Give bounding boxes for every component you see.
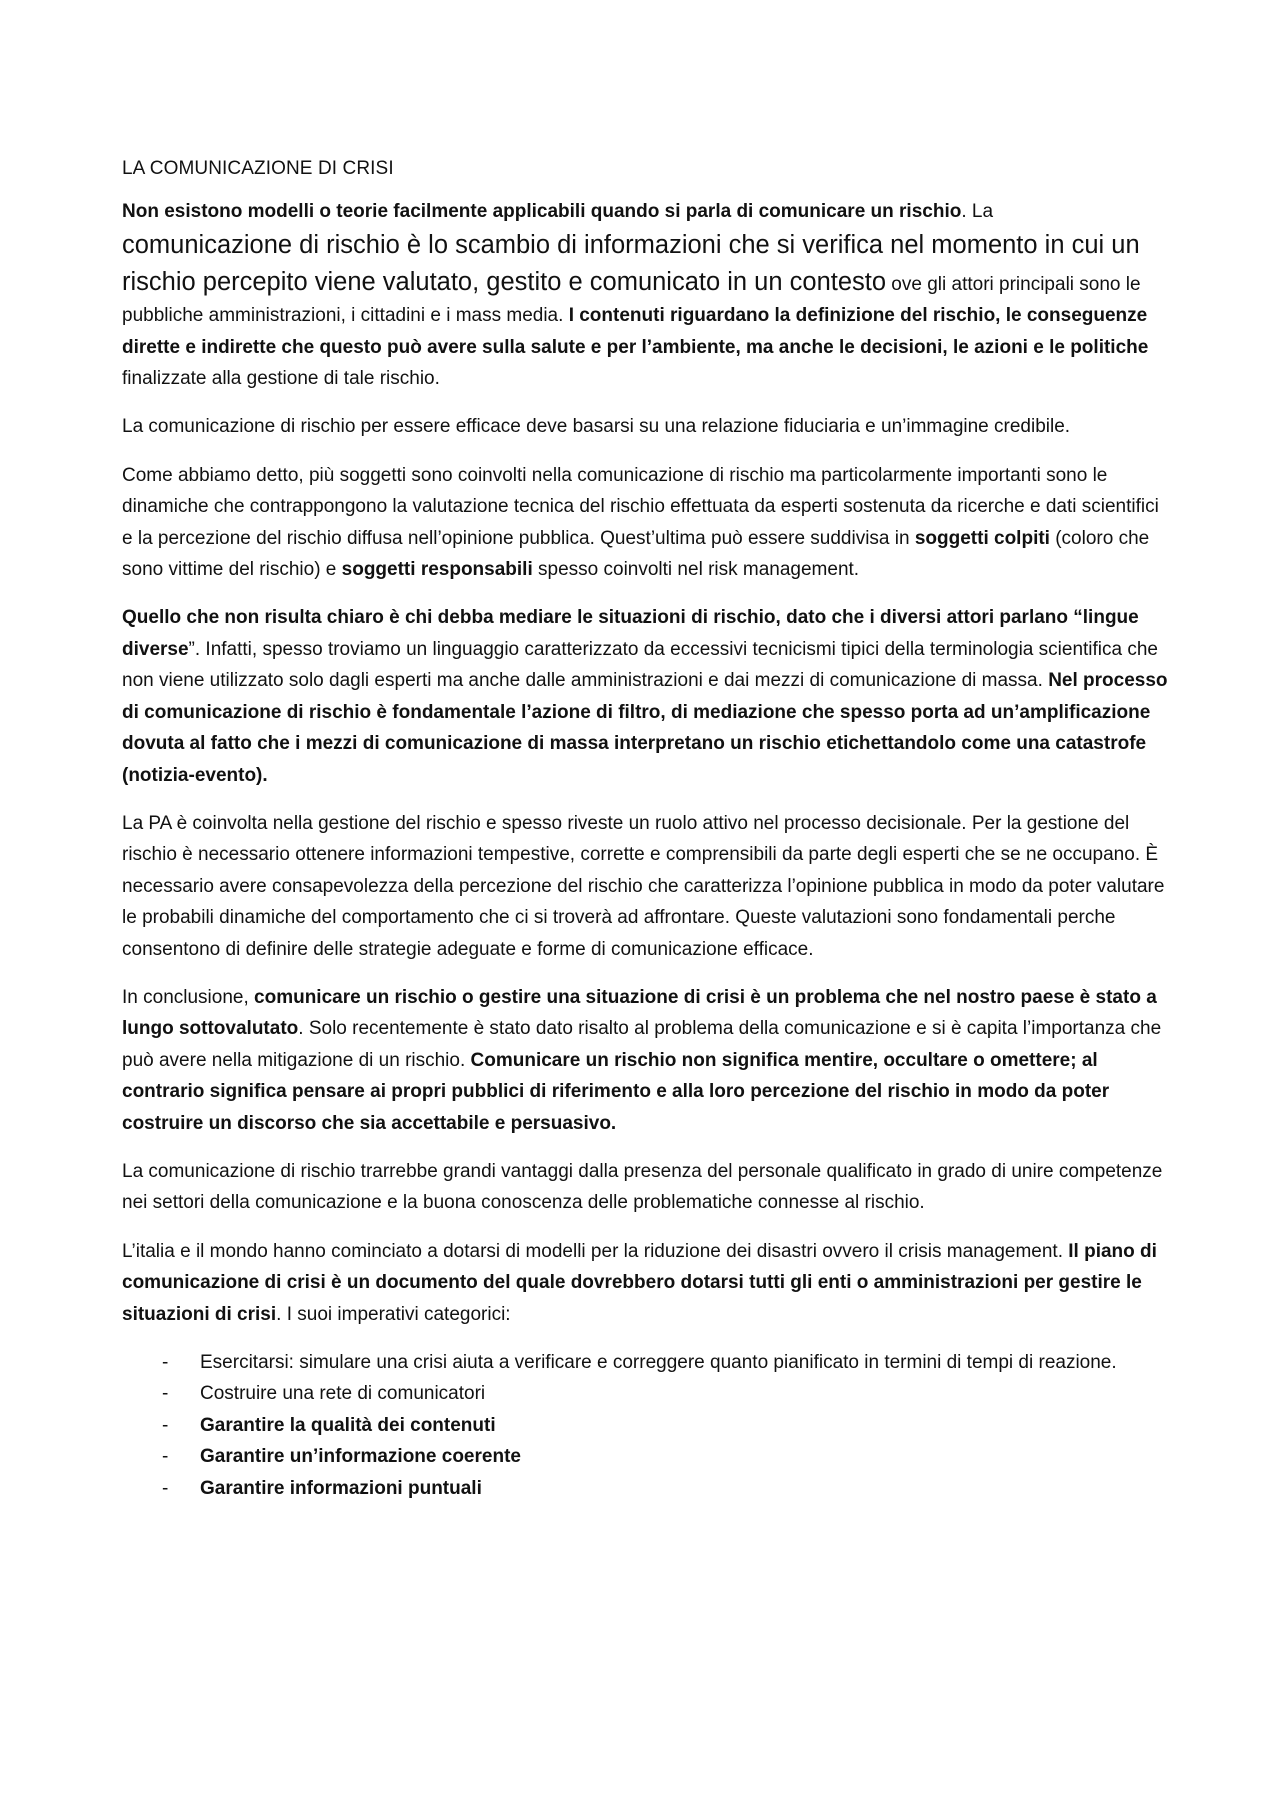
list-dash: - bbox=[162, 1446, 169, 1468]
list-item bbox=[122, 1378, 1168, 1409]
p6-text-1: In conclusione, bbox=[122, 986, 255, 1008]
p3-text-3: spesso coinvolti nel risk management. bbox=[532, 559, 860, 581]
p1-bold-1: Non esistono modelli o teorie facilmente applicabili quando si parla di comunicare un rischio bbox=[122, 201, 962, 222]
p1-text-3: finalizzate alla gestione di tale rischio. bbox=[122, 368, 440, 390]
p1-text-1: . La bbox=[961, 201, 994, 222]
p4-text-1: ”. Infatti, spesso troviamo un linguaggio caratterizzato da eccessivi tecnicismi tipici della terminologia scientifica che non viene utilizzato solo dagli esperti ma anche dalle amministrazioni e dai mezzi di comunicazione di massa. bbox=[122, 638, 1158, 692]
paragraph-3 bbox=[122, 460, 1168, 586]
paragraph-1 bbox=[122, 196, 1168, 394]
p1-text-2: ove gli attori principali sono le pubbliche amministrazioni, i cittadini e i mass media. bbox=[122, 273, 1141, 327]
list-dash: - bbox=[162, 1477, 169, 1499]
list-item-text: Garantire informazioni puntuali bbox=[200, 1477, 482, 1499]
list-item bbox=[122, 1410, 1168, 1441]
p3-bold-1: soggetti colpiti bbox=[914, 527, 1050, 549]
list-item bbox=[122, 1441, 1168, 1472]
p4-bold-1: Quello che non risulta chiaro è chi debba mediare le situazioni di rischio, dato che i diversi attori parlano “lingue diverse bbox=[122, 607, 1139, 660]
list-dash: - bbox=[162, 1383, 169, 1405]
paragraph-7: La comunicazione di rischio trarrebbe grandi vantaggi dalla presenza del personale qualificato in grado di unire competenze nei settori della comunicazione e la buona conoscenza delle problematiche connesse al rischio. bbox=[122, 1160, 1163, 1214]
list-item bbox=[122, 1473, 1168, 1504]
paragraph-6 bbox=[122, 982, 1168, 1139]
p6-text-2: . Solo recentemente è stato dato risalto al problema della comunicazione e si è capita l’importanza che può avere nella mitigazione di un rischio. bbox=[122, 1018, 1162, 1071]
p3-text-2: (coloro che sono vittime del rischio) e bbox=[122, 527, 1150, 581]
paragraph-8 bbox=[122, 1236, 1168, 1330]
p8-bold-1: Il piano di comunicazione di crisi è un documento del quale dovrebbero dotarsi tutti gli enti o amministrazioni per gestire le situazioni di crisi bbox=[122, 1240, 1157, 1325]
p1-large-text: comunicazione di rischio è lo scambio di informazioni che si verifica nel momento in cui un rischio percepito viene valutato, gestito e comunicato in un contesto bbox=[122, 231, 1140, 296]
p8-text-2: . I suoi imperativi categorici: bbox=[276, 1303, 511, 1325]
list-dash: - bbox=[162, 1414, 169, 1436]
list-item-text: Garantire la qualità dei contenuti bbox=[200, 1414, 496, 1436]
list-item bbox=[122, 1347, 1168, 1378]
p1-bold-2: I contenuti riguardano la definizione del rischio, le conseguenze dirette e indirette che questo può avere sulla salute e per l’ambiente, ma anche le decisioni, le azioni e le politiche bbox=[122, 305, 1149, 358]
document-title: LA COMUNICAZIONE DI CRISI bbox=[122, 158, 394, 179]
list-item-text: Costruire una rete di comunicatori bbox=[200, 1383, 486, 1405]
p3-text-1: Come abbiamo detto, più soggetti sono coinvolti nella comunicazione di rischio ma particolarmente importanti sono le dinamiche che contrappongono la valutazione tecnica del rischio effettuata da esperti sostenuta da ricerche e dati scientifici e la percezione del rischio diffusa nell’opinione pubblica. Quest’ultima può essere suddivisa in bbox=[122, 464, 1159, 549]
p6-bold-1: comunicare un rischio o gestire una situazione di crisi è un problema che nel nostro paese è stato a lungo sottovalutato bbox=[122, 986, 1157, 1040]
list-item-text: Garantire un’informazione coerente bbox=[200, 1446, 521, 1468]
imperatives-list bbox=[122, 1347, 1168, 1504]
list-dash: - bbox=[162, 1352, 169, 1373]
p6-bold-2: Comunicare un rischio non significa mentire, occultare o omettere; al contrario significa pensare ai propri pubblici di riferimento e alla loro percezione del rischio in modo da poter costruire un discorso che sia accettabile e persuasivo. bbox=[122, 1049, 1110, 1134]
p8-text-1: L’italia e il mondo hanno cominciato a dotarsi di modelli per la riduzione dei disastri ovvero il crisis management. bbox=[122, 1240, 1069, 1262]
p4-bold-2: Nel processo di comunicazione di rischio è fondamentale l’azione di filtro, di mediazione che spesso porta ad un’amplificazione dovuta al fatto che i mezzi di comunicazione di massa interpretano un rischio etichettandolo come una catastrofe (notizia-evento). bbox=[122, 670, 1168, 786]
paragraph-2: La comunicazione di rischio per essere efficace deve basarsi su una relazione fiduciaria e un’immagine credibile. bbox=[122, 416, 1071, 438]
list-item-text: Esercitarsi: simulare una crisi aiuta a verificare e correggere quanto pianificato in termini di tempi di reazione. bbox=[200, 1352, 1117, 1373]
p3-bold-2: soggetti responsabili bbox=[341, 559, 533, 581]
paragraph-5: La PA è coinvolta nella gestione del rischio e spesso riveste un ruolo attivo nel processo decisionale. Per la gestione del rischio è necessario ottenere informazioni tempestive, corrette e comprensibili da parte degli esperti che se ne occupano. È necessario avere consapevolezza della percezione del rischio che caratterizza l’opinione pubblica in modo da poter valutare le probabili dinamiche del comportamento che ci si troverà ad affrontare. Queste valutazioni sono fondamentali perche consentono di definire delle strategie adeguate e forme di comunicazione efficace. bbox=[122, 812, 1165, 960]
paragraph-4 bbox=[122, 602, 1168, 790]
